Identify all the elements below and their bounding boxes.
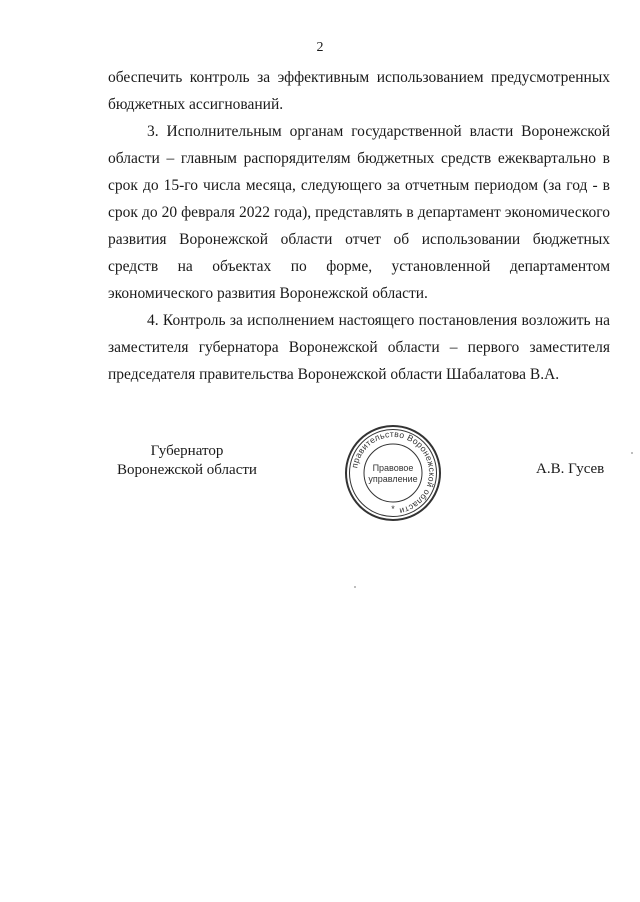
document-body bbox=[108, 64, 610, 388]
stamp-ring-text: правительство Воронежской области bbox=[349, 428, 438, 517]
paragraph-item-4: 4. Контроль за исполнением настоящего постановления возложить на заместителя губернатора Воронежской области – первого заместителя председателя правительства Воронежской области Шабалатова В.А. bbox=[108, 312, 610, 383]
paragraph-item-3: 3. Исполнительным органам государственной власти Воронежской области – главным распорядителям бюджетных средств ежеквартально в срок до 15-го числа месяца, следующего за отчетным периодом (за год - в срок до 20 февраля 2022 года), представлять в департамент экономического развития Воронежской области отчет об использовании бюджетных средств на объектах по форме, установленной департаментом экономического развития Воронежской области. bbox=[108, 123, 610, 302]
stamp-star-icon: * bbox=[391, 504, 395, 514]
stamp-center-line2: управление bbox=[368, 474, 418, 484]
official-stamp bbox=[343, 423, 443, 523]
signatory-region: Воронежской области bbox=[117, 462, 257, 478]
scan-speck bbox=[631, 452, 633, 454]
paragraph-continuation: обеспечить контроль за эффективным использованием предусмотренных бюджетных ассигнований. bbox=[108, 69, 610, 113]
signatory-title bbox=[112, 442, 262, 480]
page-number: 2 bbox=[316, 40, 324, 55]
scan-speck bbox=[354, 586, 356, 588]
stamp-seal-icon bbox=[343, 423, 443, 523]
signatory-position: Губернатор bbox=[150, 443, 224, 459]
signatory-name: А.В. Гусев bbox=[536, 461, 605, 477]
stamp-center-line1: Правовое bbox=[372, 463, 414, 473]
